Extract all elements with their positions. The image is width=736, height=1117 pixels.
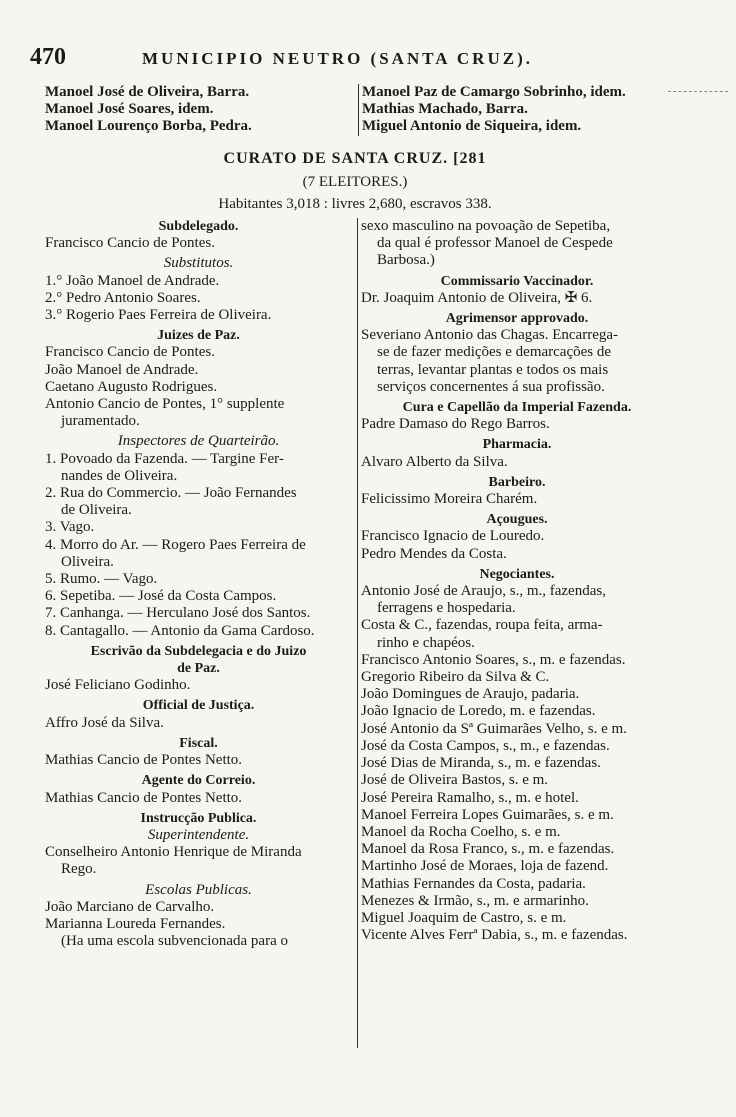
list-item: José Dias de Miranda, s., m. e fazendas. [361, 755, 601, 772]
list-item: José Antonio da Sª Guimarães Velho, s. e m. [361, 720, 627, 737]
list-item: 1. Povoado da Fazenda. — Targine Fer- [45, 450, 284, 467]
dashed-rule [668, 91, 728, 92]
list-item: José de Oliveira Bastos, s. e m. [361, 772, 549, 789]
list-item: José Pereira Ramalho, s., m. e hotel. [361, 789, 579, 806]
section-electors: (7 ELEITORES.) [302, 174, 408, 190]
running-head: MUNICIPIO NEUTRO (SANTA CRUZ). [142, 49, 533, 68]
list-item: Manoel da Rosa Franco, s., m. e fazendas. [361, 841, 615, 858]
right-column [357, 218, 673, 1048]
left-column [45, 218, 352, 950]
list-item: Affro José da Silva. [45, 714, 164, 731]
heading-subdelegado: Subdelegado. [158, 219, 239, 234]
heading-escrivao-cont: de Paz. [177, 661, 220, 677]
section-population: Habitantes 3,018 : livres 2,680, escravos 338. [218, 196, 492, 212]
list-item: Alvaro Alberto da Silva. [361, 453, 508, 470]
list-item: Conselheiro Antonio Henrique de Miranda [45, 844, 302, 861]
list-item: Felicissimo Moreira Charém. [361, 491, 538, 508]
heading-acougues: Açougues. [486, 512, 548, 528]
list-item: juramentado. [61, 413, 140, 430]
heading-fiscal: Fiscal. [179, 735, 218, 751]
list-item: 6. Sepetiba. — José da Costa Campos. [45, 588, 277, 605]
heading-escrivao: Escrivão da Subdelegacia e do Juizo [90, 643, 307, 659]
list-item: sexo masculino na povoação de Sepetiba, [361, 218, 611, 234]
list-item: Mathias Cancio de Pontes Netto. [45, 789, 243, 806]
list-item: 2.° Pedro Antonio Soares. [45, 289, 201, 306]
list-item: João Marciano de Carvalho. [45, 898, 215, 915]
list-item: Severiano Antonio das Chagas. Encarrega- [361, 327, 618, 344]
list-item: 4. Morro do Ar. — Rogero Paes Ferreira de [45, 536, 306, 553]
list-item: se de fazer medições e demarcações de [377, 344, 612, 361]
list-item: Francisco Ignacio de Louredo. [361, 528, 545, 545]
list-item: da qual é professor Manoel de Cespede [377, 235, 613, 252]
list-item: Barbosa.) [377, 252, 435, 269]
list-item: Martinho José de Moraes, loja de fazend. [361, 858, 609, 875]
list-item: Miguel Joaquim de Castro, s. e m. [361, 909, 567, 926]
heading-escolas: Escolas Publicas. [145, 881, 252, 898]
top-left-continuation [45, 84, 345, 136]
page-number: 470 [30, 44, 66, 70]
list-item: Marianna Loureda Fernandes. [45, 915, 226, 932]
list-item: de Oliveira. [61, 502, 132, 519]
list-item: (Ha uma escola subvencionada para o [61, 933, 288, 950]
list-item: João Domingues de Araujo, padaria. [361, 686, 580, 703]
list-item: 2. Rua do Commercio. — João Fernandes [45, 485, 297, 502]
list-item: 8. Cantagallo. — Antonio da Gama Cardoso. [45, 622, 315, 639]
list-item: Rego. [61, 861, 97, 878]
list-item: Mathias Fernandes da Costa, padaria. [361, 875, 586, 892]
list-item: Manoel da Rocha Coelho, s. e m. [361, 823, 561, 840]
list-item: Padre Damaso do Rego Barros. [361, 416, 550, 433]
heading-instrucao: Instrucção Publica. [140, 810, 257, 826]
heading-superintendente: Superintendente. [147, 826, 250, 843]
list-item: Manoel José Soares, idem. [45, 101, 214, 118]
heading-substitutos: Substitutos. [163, 255, 234, 272]
list-item: terras, levantar plantas e todos os mais [377, 361, 609, 378]
section-title: CURATO DE SANTA CRUZ. [281 [223, 150, 487, 167]
list-item: José Feliciano Godinho. [45, 677, 191, 694]
heading-pharmacia: Pharmacia. [482, 437, 552, 453]
list-item: Manoel Ferreira Lopes Guimarães, s. e m. [361, 806, 614, 823]
list-item: Manoel José de Oliveira, Barra. [45, 84, 250, 100]
list-item: Pedro Mendes da Costa. [361, 545, 507, 562]
list-item: João Ignacio de Loredo, m. e fazendas. [361, 703, 596, 720]
list-item: Oliveira. [61, 553, 114, 570]
top-right-continuation [358, 84, 702, 136]
heading-vaccinador: Commissario Vaccinador. [440, 273, 594, 289]
list-item: 1.° João Manoel de Andrade. [45, 272, 220, 289]
heading-official: Official de Justiça. [142, 698, 255, 714]
heading-agente: Agente do Correio. [141, 773, 256, 789]
list-item: 5. Rumo. — Vago. [45, 571, 158, 588]
list-item: João Manoel de Andrade. [45, 361, 199, 378]
heading-barbeiro: Barbeiro. [488, 474, 546, 490]
list-item: Mathias Cancio de Pontes Netto. [45, 752, 243, 769]
heading-cura: Cura e Capellão da Imperial Fazenda. [402, 400, 632, 416]
list-item: Francisco Antonio Soares, s., m. e fazendas. [361, 651, 626, 668]
list-item: Francisco Cancio de Pontes. [45, 344, 215, 361]
heading-negociantes: Negociantes. [479, 566, 555, 582]
list-item: Mathias Machado, Barra. [362, 101, 528, 118]
list-item: serviços concernentes á sua profissão. [377, 378, 605, 395]
list-item: 7. Canhanga. — Herculano José dos Santos. [45, 605, 311, 622]
heading-agrimensor: Agrimensor approvado. [445, 311, 589, 327]
list-item: Antonio Cancio de Pontes, 1° supplente [45, 396, 285, 413]
list-item: nandes de Oliveira. [61, 467, 178, 484]
list-item: Miguel Antonio de Siqueira, idem. [362, 118, 582, 135]
heading-juizes: Juizes de Paz. [157, 328, 240, 344]
list-item: Dr. Joaquim Antonio de Oliveira, ✠ 6. [361, 289, 593, 306]
list-item: Vicente Alves Ferrª Dabia, s., m. e fazendas. [361, 927, 628, 944]
list-item: Caetano Augusto Rodrigues. [45, 378, 218, 395]
heading-inspectores: Inspectores de Quarteirão. [117, 433, 280, 450]
list-item: Antonio José de Araujo, s., m., fazendas, [361, 583, 606, 600]
list-item: rinho e chapéos. [377, 634, 475, 651]
list-item: Francisco Cancio de Pontes. [45, 235, 215, 252]
list-item: 3.° Rogerio Paes Ferreira de Oliveira. [45, 307, 272, 324]
list-item: Menezes & Irmão, s., m. e armarinho. [361, 892, 589, 909]
list-item: Costa & C., fazendas, roupa feita, arma- [361, 617, 603, 634]
page-header [30, 44, 670, 74]
list-item: Manoel Paz de Camargo Sobrinho, idem. [362, 84, 626, 100]
list-item: ferragens e hospedaria. [377, 600, 516, 617]
list-item: Manoel Lourenço Borba, Pedra. [45, 118, 252, 135]
list-item: 3. Vago. [45, 519, 95, 536]
list-item: José da Costa Campos, s., m., e fazendas. [361, 737, 610, 754]
list-item: Gregorio Ribeiro da Silva & C. [361, 669, 550, 686]
